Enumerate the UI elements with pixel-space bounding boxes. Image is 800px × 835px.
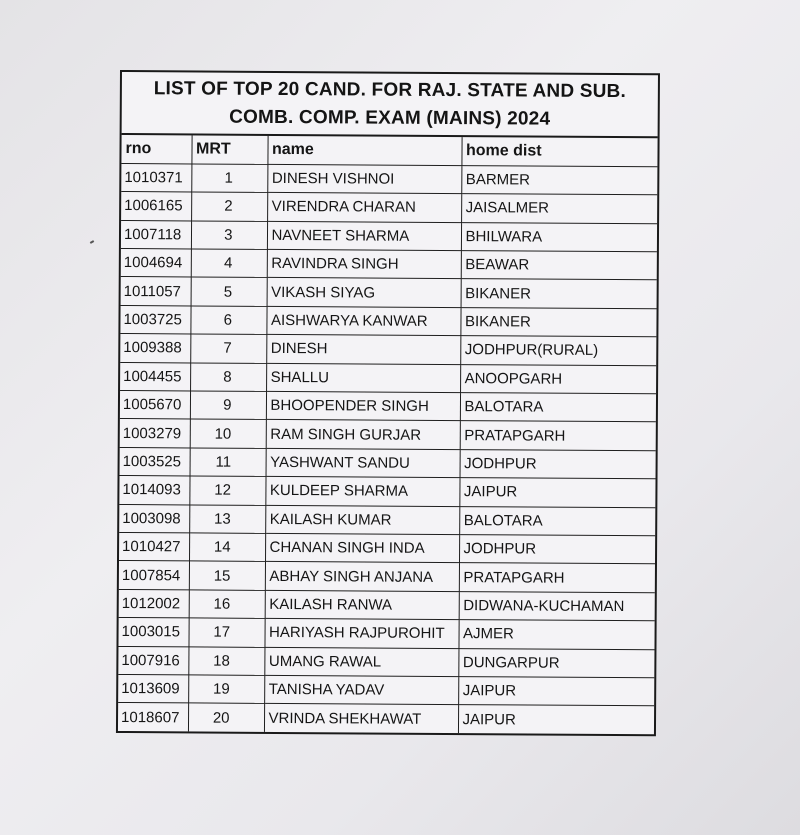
cell-mrt: 14 — [189, 533, 265, 562]
table-row — [121, 277, 657, 309]
cell-rno: 1010371 — [121, 163, 191, 192]
column-header-rno: rno — [121, 135, 191, 164]
cell-name: KAILASH KUMAR — [265, 505, 459, 535]
cell-mrt: 10 — [190, 419, 266, 448]
cell-mrt: 20 — [188, 703, 264, 732]
cell-home-dist: JAIPUR — [459, 478, 655, 508]
cell-rno: 1013609 — [118, 674, 188, 703]
table-header-row — [121, 135, 657, 167]
cell-name: VIKASH SIYAG — [267, 278, 461, 308]
cell-home-dist: JODHPUR(RURAL) — [460, 336, 656, 366]
cell-mrt: 8 — [190, 363, 266, 392]
cell-name: RAM SINGH GURJAR — [266, 420, 460, 450]
cell-rno: 1006165 — [121, 192, 191, 221]
cell-rno: 1007118 — [121, 220, 191, 249]
table-row — [120, 447, 656, 479]
table-row — [118, 618, 654, 650]
cell-name: KAILASH RANWA — [265, 590, 459, 620]
table-row — [119, 589, 655, 621]
column-header-name: name — [267, 136, 461, 166]
table-row — [121, 249, 657, 281]
table-row — [119, 561, 655, 593]
cell-rno: 1003098 — [119, 504, 189, 533]
table-body — [118, 163, 657, 734]
cell-home-dist: BEAWAR — [461, 251, 657, 281]
cell-mrt: 15 — [189, 561, 265, 590]
table-row — [118, 703, 654, 735]
cell-name: VIRENDRA CHARAN — [267, 193, 461, 223]
cell-home-dist: BALOTARA — [460, 393, 656, 423]
cell-home-dist: ANOOPGARH — [460, 364, 656, 394]
cell-home-dist: BHILWARA — [461, 222, 657, 252]
cell-mrt: 12 — [189, 476, 265, 505]
cell-mrt: 7 — [190, 334, 266, 363]
table-row — [120, 334, 656, 366]
cell-name: AISHWARYA KANWAR — [266, 306, 460, 336]
cell-rno: 1010427 — [119, 532, 189, 561]
cell-home-dist: JODHPUR — [459, 535, 655, 565]
cell-rno: 1014093 — [119, 476, 189, 505]
cell-home-dist: AJMER — [458, 620, 654, 650]
cell-rno: 1012002 — [119, 589, 189, 618]
table-row — [120, 391, 656, 423]
cell-home-dist: PRATAPGARH — [460, 421, 656, 451]
cell-rno: 1003525 — [120, 447, 190, 476]
cell-name: HARIYASH RAJPUROHIT — [264, 619, 458, 649]
table-row — [119, 476, 655, 508]
cell-name: ABHAY SINGH ANJANA — [265, 562, 459, 592]
cell-name: VRINDA SHEKHAWAT — [264, 704, 458, 734]
cell-name: TANISHA YADAV — [264, 675, 458, 705]
cell-name: DINESH VISHNOI — [267, 164, 461, 194]
cell-mrt: 16 — [189, 590, 265, 619]
cell-home-dist: BALOTARA — [459, 506, 655, 536]
results-sheet — [116, 70, 660, 736]
cell-mrt: 4 — [191, 249, 267, 278]
table-row — [119, 504, 655, 536]
cell-home-dist: JODHPUR — [460, 449, 656, 479]
cell-name: NAVNEET SHARMA — [267, 221, 461, 251]
cell-mrt: 11 — [190, 448, 266, 477]
cell-mrt: 18 — [188, 646, 264, 675]
cell-mrt: 6 — [190, 306, 266, 335]
column-header-home-dist: home dist — [461, 137, 657, 167]
table-row — [121, 163, 657, 195]
cell-home-dist: JAIPUR — [458, 705, 654, 735]
cell-name: BHOOPENDER SINGH — [266, 391, 460, 421]
cell-mrt: 9 — [190, 391, 266, 420]
cell-home-dist: DUNGARPUR — [458, 648, 654, 678]
cell-home-dist: JAISALMER — [461, 194, 657, 224]
cell-name: YASHWANT SANDU — [266, 448, 460, 478]
cell-mrt: 1 — [191, 164, 267, 193]
cell-rno: 1018607 — [118, 703, 188, 732]
cell-home-dist: PRATAPGARH — [459, 563, 655, 593]
cell-home-dist: JAIPUR — [458, 676, 654, 706]
cell-mrt: 17 — [188, 618, 264, 647]
cell-mrt: 5 — [191, 277, 267, 306]
document-title: LIST OF TOP 20 CAND. FOR RAJ. STATE AND SUB. COMB. COMP. EXAM (MAINS) 2024 — [122, 72, 658, 138]
table-row — [121, 192, 657, 224]
column-header-mrt: MRT — [191, 135, 267, 164]
table-row — [120, 419, 656, 451]
cell-mrt: 2 — [191, 192, 267, 221]
cell-home-dist: BIKANER — [460, 307, 656, 337]
cell-name: KULDEEP SHARMA — [265, 477, 459, 507]
cell-name: UMANG RAWAL — [264, 647, 458, 677]
candidates-table — [118, 135, 658, 734]
cell-name: SHALLU — [266, 363, 460, 393]
cell-rno: 1007916 — [118, 646, 188, 675]
cell-rno: 1003279 — [120, 419, 190, 448]
table-row — [120, 362, 656, 394]
table-row — [119, 532, 655, 564]
cell-name: DINESH — [266, 335, 460, 365]
cell-name: RAVINDRA SINGH — [267, 249, 461, 279]
cell-rno: 1004694 — [121, 249, 191, 278]
cell-mrt: 3 — [191, 221, 267, 250]
cell-rno: 1009388 — [120, 334, 190, 363]
stray-pen-mark — [90, 240, 94, 244]
table-row — [121, 220, 657, 252]
cell-rno: 1005670 — [120, 391, 190, 420]
cell-rno: 1004455 — [120, 362, 190, 391]
cell-name: CHANAN SINGH INDA — [265, 533, 459, 563]
cell-home-dist: BARMER — [461, 165, 657, 195]
cell-rno: 1011057 — [121, 277, 191, 306]
cell-mrt: 19 — [188, 675, 264, 704]
cell-rno: 1003725 — [120, 305, 190, 334]
cell-rno: 1007854 — [119, 561, 189, 590]
table-row — [118, 674, 654, 706]
cell-mrt: 13 — [189, 505, 265, 534]
cell-home-dist: BIKANER — [461, 279, 657, 309]
cell-home-dist: DIDWANA-KUCHAMAN — [459, 591, 655, 621]
table-row — [118, 646, 654, 678]
cell-rno: 1003015 — [118, 618, 188, 647]
table-row — [120, 305, 656, 337]
